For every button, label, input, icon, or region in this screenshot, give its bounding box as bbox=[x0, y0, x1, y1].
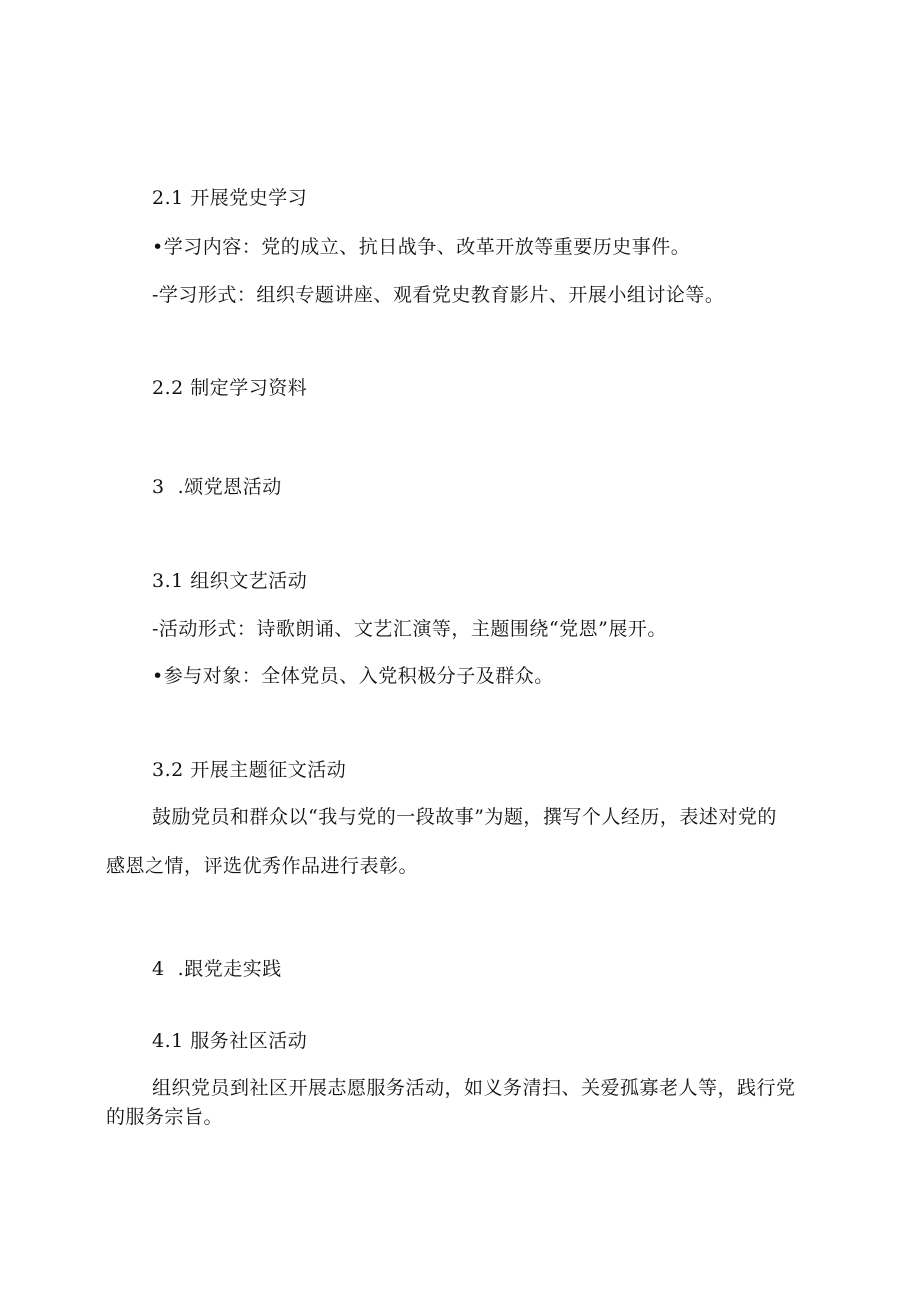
section-3-2-heading: 3.2 开展主题征文活动 bbox=[152, 759, 347, 781]
section-2-1-item-content: •学习内容：党的成立、抗日战争、改革开放等重要历史事件。 bbox=[152, 236, 691, 258]
section-4-1-heading: 4.1 服务社区活动 bbox=[152, 1030, 308, 1052]
section-3-2-paragraph-line-1: 鼓励党员和群众以“我与党的一段故事”为题，撰写个人经历，表述对党的 bbox=[152, 806, 777, 828]
section-4-1-paragraph-line-1: 组织党员到社区开展志愿服务活动，如义务清扫、关爱孤寡老人等，践行党 bbox=[152, 1077, 796, 1099]
section-4-heading: 4 .跟党走实践 bbox=[152, 958, 282, 980]
section-2-1-item-format: -学习形式：组织专题讲座、观看党史教育影片、开展小组讨论等。 bbox=[152, 284, 725, 306]
section-3-1-item-participants: •参与对象：全体党员、入党积极分子及群众。 bbox=[152, 665, 554, 687]
section-3-2-paragraph-line-2: 感恩之情，评选优秀作品进行表彰。 bbox=[106, 855, 419, 877]
section-2-1-heading: 2.1 开展党史学习 bbox=[152, 187, 308, 209]
section-3-heading: 3 .颂党恩活动 bbox=[152, 476, 282, 498]
section-3-1-item-format: -活动形式：诗歌朗诵、文艺汇演等，主题围绕“党恩”展开。 bbox=[152, 618, 667, 640]
section-2-2-heading: 2.2 制定学习资料 bbox=[152, 377, 308, 399]
section-3-1-heading: 3.1 组织文艺活动 bbox=[152, 570, 308, 592]
section-4-1-paragraph-line-2: 的服务宗旨。 bbox=[106, 1106, 224, 1128]
